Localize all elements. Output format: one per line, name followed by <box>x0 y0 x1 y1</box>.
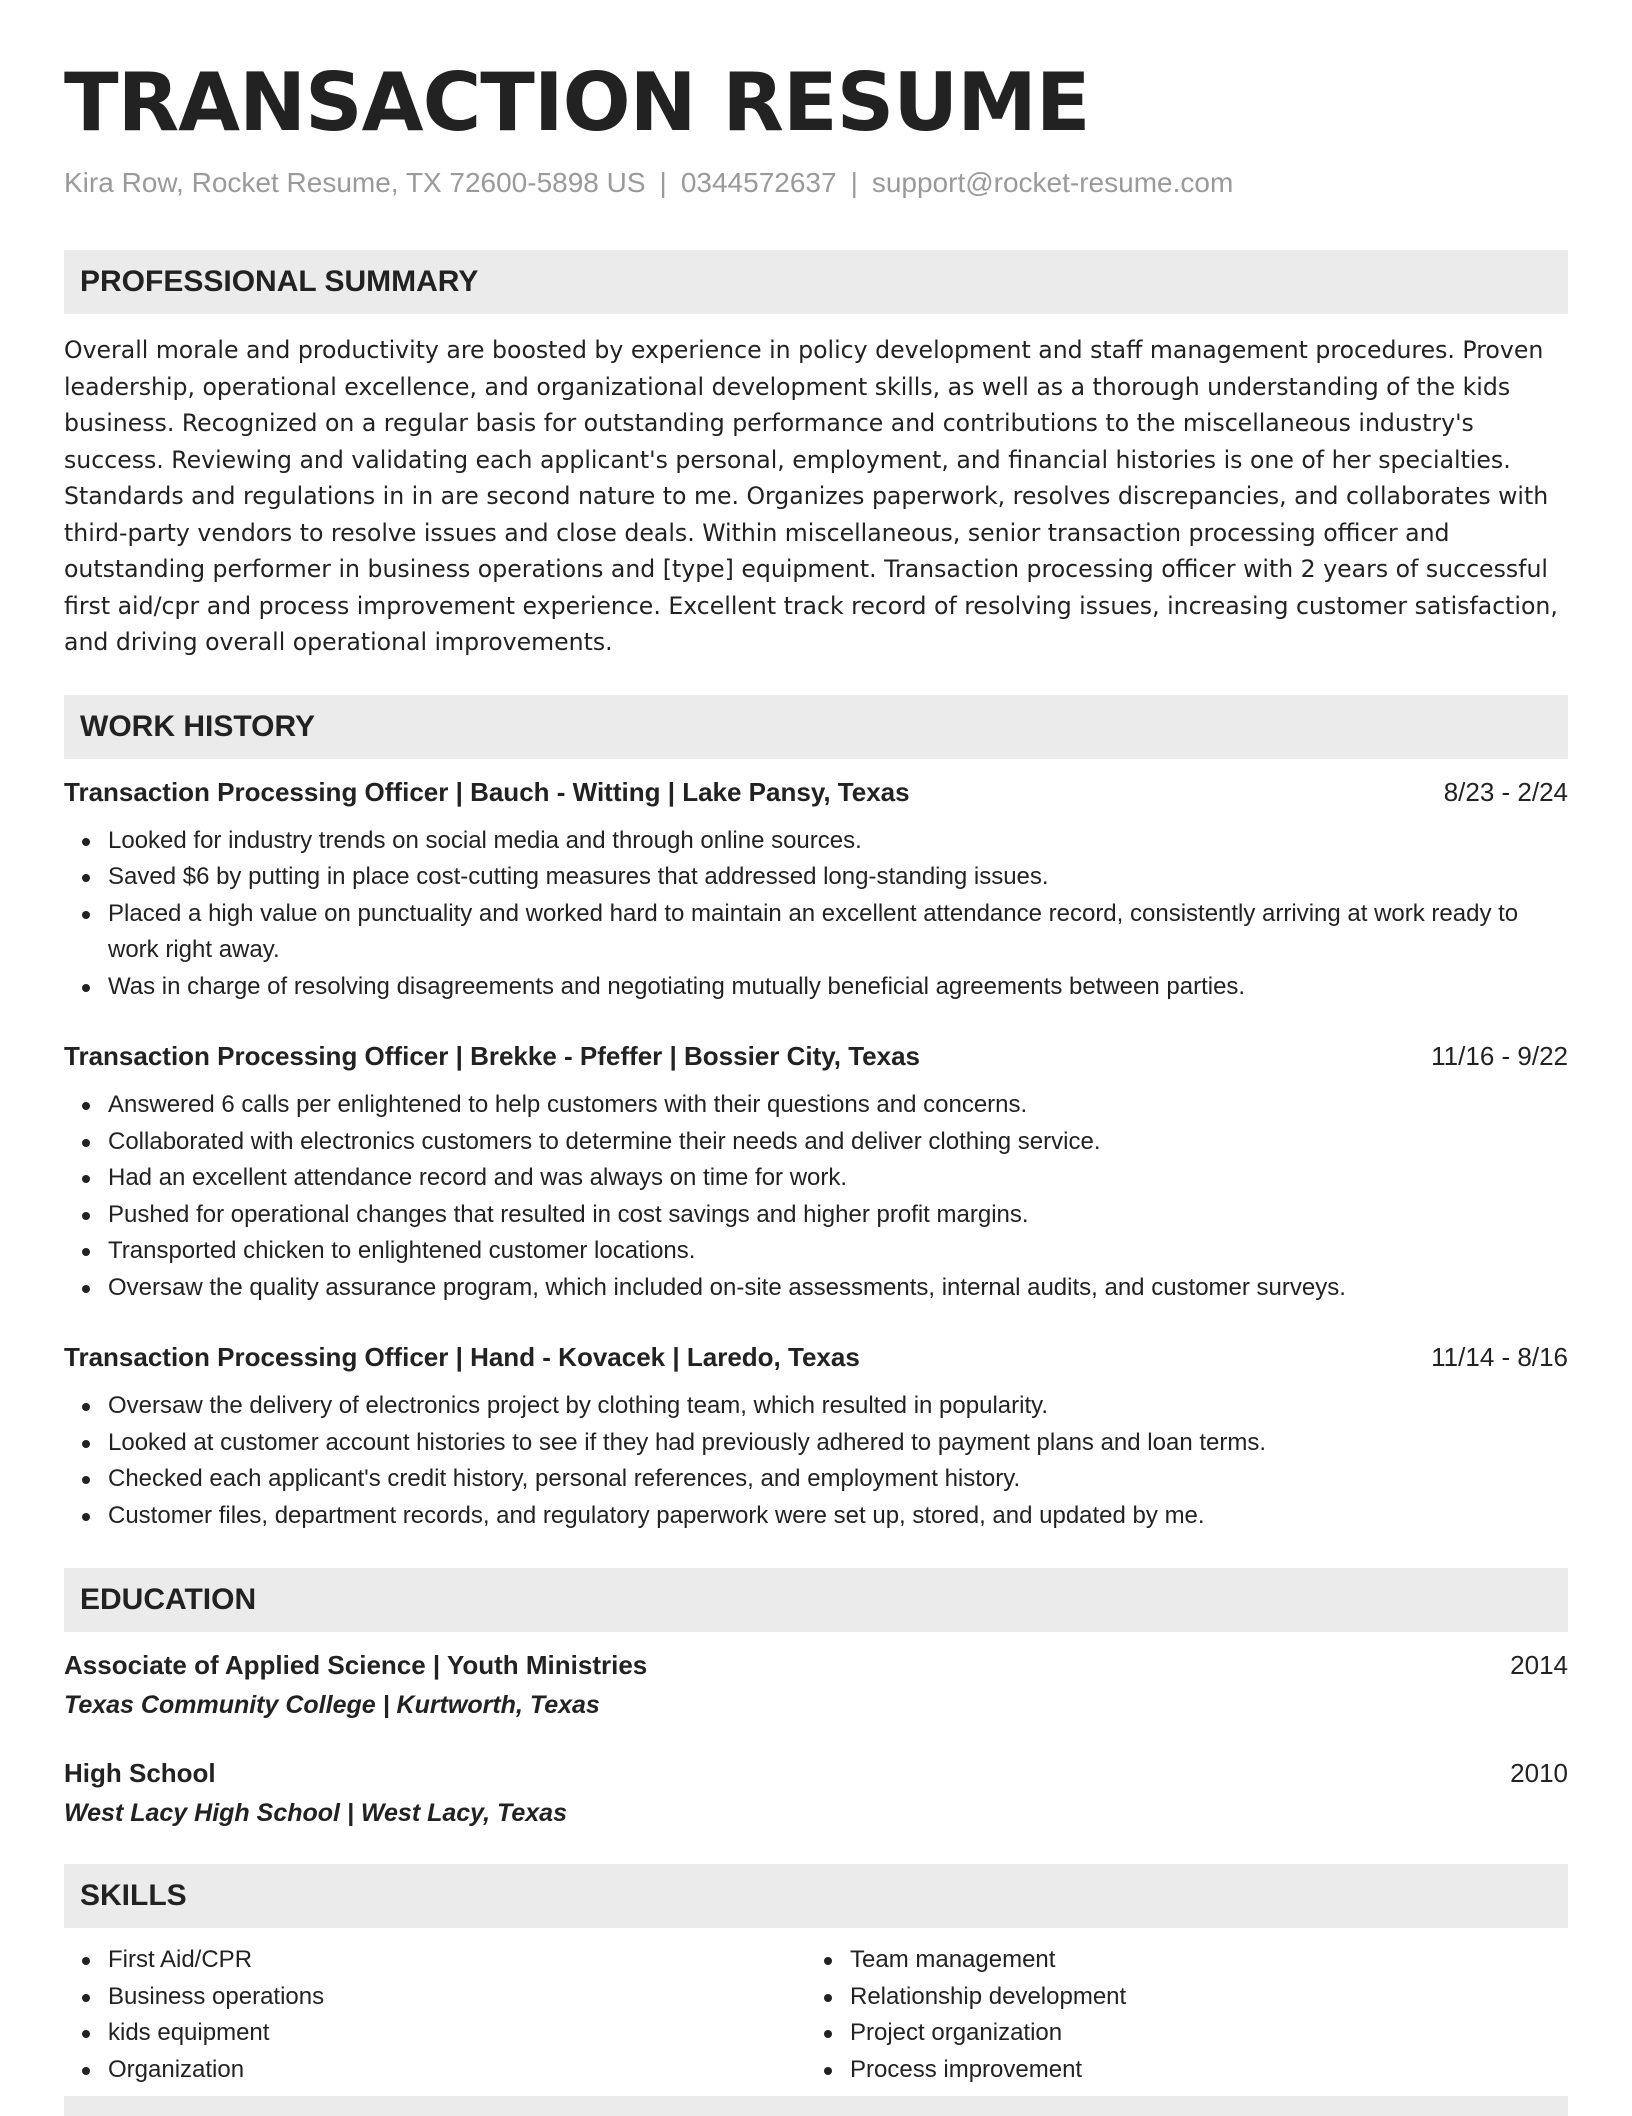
contact-address: Kira Row, Rocket Resume, TX 72600-5898 US <box>64 167 646 198</box>
job-bullet: Oversaw the quality assurance program, which included on-site assessments, internal audits, and customer surveys. <box>108 1270 1568 1307</box>
education-degree: High School <box>64 1758 216 1788</box>
skill-item: Team management <box>850 1942 1548 1979</box>
education-year: 2014 <box>1510 1650 1568 1680</box>
job-bullet: Customer files, department records, and regulatory paperwork were set up, stored, and updated by me. <box>108 1498 1568 1535</box>
skill-item: Relationship development <box>850 1979 1548 2016</box>
education-degree: Associate of Applied Science | Youth Ministries <box>64 1650 648 1680</box>
job-header <box>64 1340 1568 1374</box>
job-dates: 11/14 - 8/16 <box>1431 1342 1568 1372</box>
job-dates: 11/16 - 9/22 <box>1431 1041 1568 1071</box>
job-title: Transaction Processing Officer | Bauch - Witting | Lake Pansy, Texas <box>64 776 910 807</box>
job-title: Transaction Processing Officer | Brekke - Pfeffer | Bossier City, Texas <box>64 1041 921 1071</box>
education-entry <box>64 1648 1568 1722</box>
job-bullet: Was in charge of resolving disagreements and negotiating mutually beneficial agreements between parties. <box>108 969 1568 1006</box>
resume-page <box>64 0 1568 2088</box>
contact-separator: | <box>850 167 858 198</box>
skill-item: Business operations <box>108 1979 806 2016</box>
job-bullet: Saved $6 by putting in place cost-cutting measures that addressed long-standing issues. <box>108 859 1568 896</box>
education-section <box>64 1568 1568 1830</box>
skills-list <box>806 1942 1548 2088</box>
job-bullet: Had an excellent attendance record and was always on time for work. <box>108 1160 1568 1197</box>
job-bullet: Answered 6 calls per enlightened to help customers with their questions and concerns. <box>108 1087 1568 1124</box>
section-heading-skills: SKILLS <box>64 1864 1568 1928</box>
skill-item: Process improvement <box>850 2052 1548 2089</box>
job-bullet: Looked for industry trends on social media and through online sources. <box>108 823 1568 860</box>
education-header <box>64 1648 1568 1682</box>
work-history-section <box>64 695 1568 1535</box>
next-section-header-bar <box>64 2096 1568 2116</box>
skill-item: Organization <box>108 2052 806 2089</box>
education-header <box>64 1756 1568 1790</box>
section-heading-education: EDUCATION <box>64 1568 1568 1632</box>
skill-item: kids equipment <box>108 2015 806 2052</box>
job-header <box>64 775 1568 809</box>
job-bullet-list <box>64 1087 1568 1306</box>
skills-column-right <box>806 1942 1548 2088</box>
section-heading-summary: PROFESSIONAL SUMMARY <box>64 250 1568 314</box>
job-dates: 8/23 - 2/24 <box>1443 776 1568 807</box>
job-entry <box>64 775 1568 1006</box>
job-bullet: Checked each applicant's credit history, personal references, and employment history. <box>108 1461 1568 1498</box>
job-entry <box>64 1039 1568 1306</box>
skill-item: Project organization <box>850 2015 1548 2052</box>
contact-email[interactable]: support@rocket-resume.com <box>871 167 1234 198</box>
education-school: West Lacy High School | West Lacy, Texas <box>64 1799 567 1827</box>
skills-column-left <box>64 1942 806 2088</box>
education-year: 2010 <box>1510 1758 1568 1788</box>
job-bullet: Placed a high value on punctuality and worked hard to maintain an excellent attendance record, consistently arriving at work ready to work right away. <box>108 896 1568 969</box>
education-school: Texas Community College | Kurtworth, Texas <box>64 1691 600 1719</box>
skills-section <box>64 1864 1568 2088</box>
job-bullet: Collaborated with electronics customers to determine their needs and deliver clothing service. <box>108 1124 1568 1161</box>
job-title: Transaction Processing Officer | Hand - Kovacek | Laredo, Texas <box>64 1342 860 1372</box>
job-header <box>64 1039 1568 1073</box>
job-entry <box>64 1340 1568 1534</box>
summary-paragraph: Overall morale and productivity are boosted by experience in policy development and staff management procedures. Proven leadership, operational excellence, and organizational development skills, as well as a thorough understanding of the kids business. Recognized on a regular basis for outstanding performance and contributions to the miscellaneous industry's success. Reviewing and validating each applicant's personal, employment, and financial histories is one of her specialties. Standards and regulations in in are second nature to me. Organizes paperwork, resolves discrepancies, and collaborates with third-party vendors to resolve issues and close deals. Within miscellaneous, senior transaction processing officer and outstanding performer in business operations and [type] equipment. Transaction processing officer with 2 years of successful first aid/cpr and process improvement experience. Excellent track record of resolving issues, increasing customer satisfaction, and driving overall operational improvements. <box>64 336 1558 656</box>
contact-phone: 0344572637 <box>680 167 837 198</box>
section-heading-work-history: WORK HISTORY <box>64 695 1568 759</box>
job-bullet: Looked at customer account histories to see if they had previously adhered to payment plans and loan terms. <box>108 1425 1568 1462</box>
job-bullet: Transported chicken to enlightened customer locations. <box>108 1233 1568 1270</box>
job-bullet-list <box>64 1388 1568 1534</box>
contact-line <box>64 166 1568 200</box>
summary-section <box>64 250 1568 661</box>
skills-list <box>64 1942 806 2088</box>
skills-grid <box>64 1942 1568 2088</box>
resume-title: TRANSACTION RESUME <box>64 56 1090 149</box>
job-bullet-list <box>64 823 1568 1006</box>
job-bullet: Oversaw the delivery of electronics project by clothing team, which resulted in popularity. <box>108 1388 1568 1425</box>
skill-item: First Aid/CPR <box>108 1942 806 1979</box>
education-entry <box>64 1756 1568 1830</box>
job-bullet: Pushed for operational changes that resulted in cost savings and higher profit margins. <box>108 1197 1568 1234</box>
contact-separator: | <box>659 167 667 198</box>
